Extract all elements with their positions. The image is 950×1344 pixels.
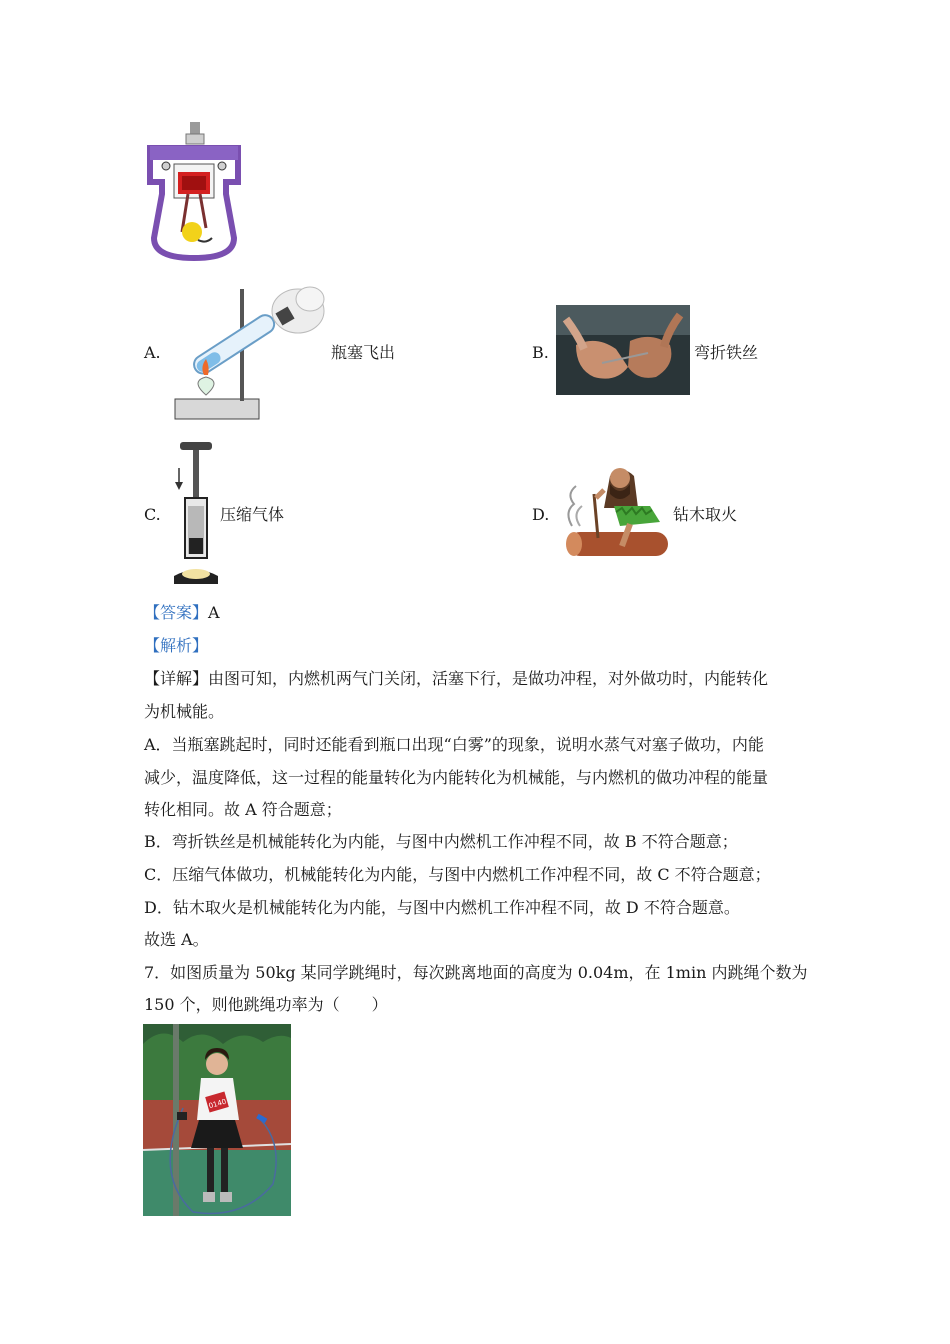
jersey-number: 0140	[207, 1097, 228, 1111]
air-pump-image	[170, 440, 220, 588]
detail-line-1	[144, 669, 768, 689]
explanation-c: C．压缩气体做功，机械能转化为内能，与图中内燃机工作冲程不同，故 C 不符合题意；	[144, 865, 771, 884]
explanation-d: D．钻木取火是机械能转化为内能，与图中内燃机工作冲程不同，故 D 不符合题意。	[144, 898, 740, 917]
option-d-caption: 钻木取火	[673, 505, 738, 524]
answer-value: A	[208, 603, 220, 622]
explanation-b: B．弯折铁丝是机械能转化为内能，与图中内燃机工作冲程不同，故 B 不符合题意；	[144, 832, 738, 851]
option-a-letter: A.	[144, 343, 161, 362]
question-7-line-1: 7．如图质量为 50kg 某同学跳绳时，每次跳离地面的高度为 0.04m，在 1min 内跳绳个数为	[144, 963, 808, 982]
detail-line-2: 为机械能。	[144, 702, 225, 721]
analysis-label: 【解析】	[144, 636, 209, 655]
option-c-caption: 压缩气体	[220, 505, 285, 524]
answer-line	[144, 603, 220, 623]
detail-label: 【详解】	[144, 669, 209, 688]
option-c-letter: C.	[144, 505, 161, 524]
bending-wire-hands-image	[556, 305, 690, 395]
explanation-a-line-2: 减少，温度降低，这一过程的能量转化为内能转化为机械能，与内燃机的做功冲程的能量	[144, 768, 769, 787]
jump-rope-photo	[143, 1024, 291, 1216]
drilling-wood-for-fire-image	[560, 460, 670, 560]
conclusion: 故选 A。	[144, 930, 209, 949]
explanation-a-line-1: A．当瓶塞跳起时，同时还能看到瓶口出现“白雾”的现象，说明水蒸气对塞子做功，内能	[144, 735, 764, 754]
explanation-a-line-3: 转化相同。故 A 符合题意；	[144, 800, 342, 819]
option-b-letter: B.	[532, 343, 549, 362]
test-tube-apparatus-image	[170, 283, 330, 423]
option-d-letter: D.	[532, 505, 550, 524]
detail-text-1: 由图可知，内燃机两气门关闭，活塞下行，是做功冲程，对外做功时，内能转化	[208, 669, 769, 688]
answer-label: 【答案】	[144, 603, 209, 622]
option-b-caption: 弯折铁丝	[694, 343, 759, 362]
engine-diagram	[146, 120, 242, 262]
option-a-caption: 瓶塞飞出	[331, 343, 396, 362]
question-7-line-2: 150 个，则他跳绳功率为（ ）	[144, 995, 388, 1014]
